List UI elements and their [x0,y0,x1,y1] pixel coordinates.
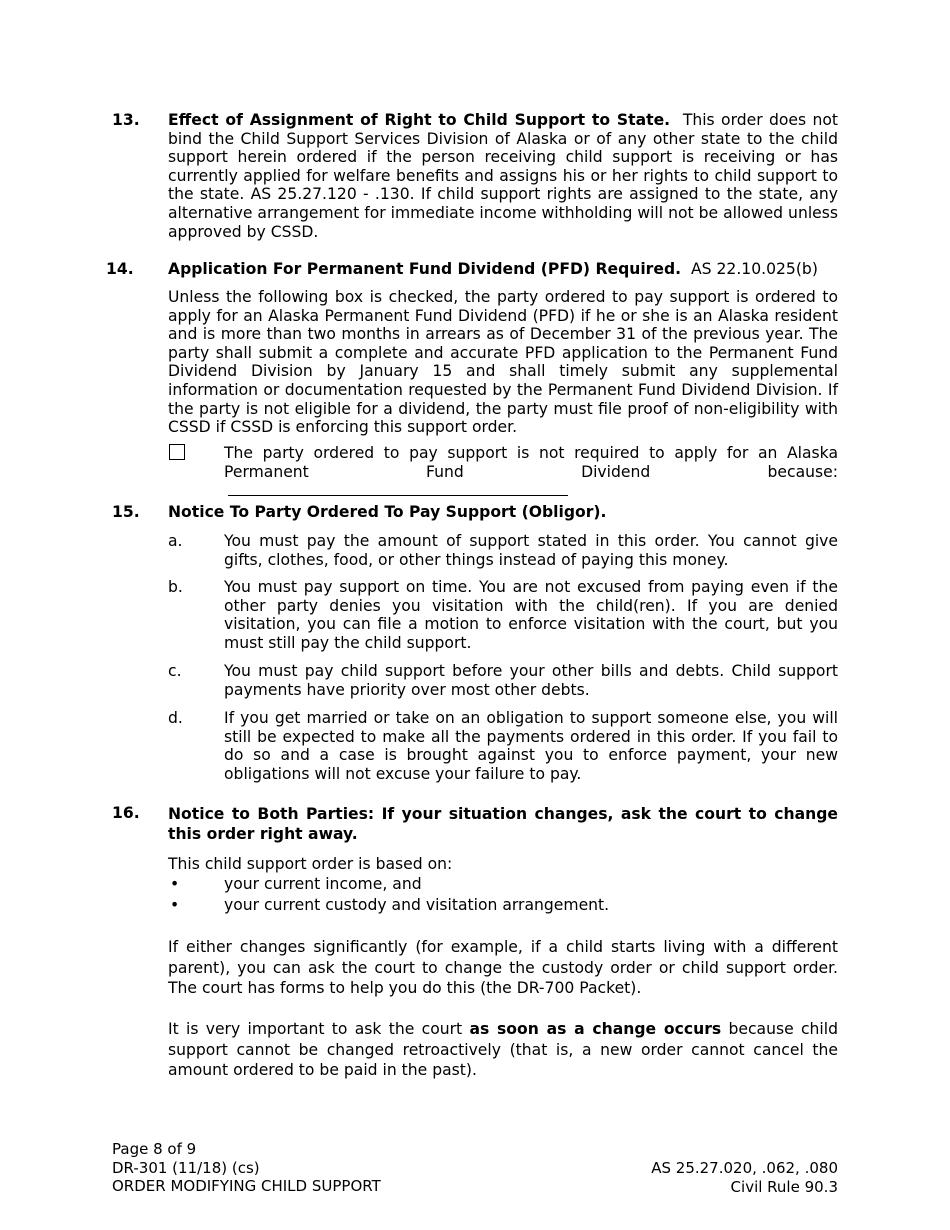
section-citation: AS 22.10.025(b) [690,260,818,278]
item-text: If you get married or take on an obligation to support someone else, you will still be expected to make all the payments ordered in this order. If you fail to do so and a case is brought against you to enforce payment, your new obligations will not excuse your failure to pay. [224,709,838,783]
bullet-text: your current custody and visitation arrangement. [224,896,610,914]
checkbox-label [224,444,838,501]
section-title: Notice to Both Parties: If your situation changes, ask the court to change this order right away. [168,805,838,843]
section-number: 13. [112,111,140,129]
section-title: Application For Permanent Fund Dividend (PFD) Required. [168,260,682,278]
section-heading [168,260,838,279]
item-letter: c. [168,662,182,680]
form-number: DR-301 (11/18) (cs) [112,1158,260,1177]
paragraph-text: It is very important to ask the court [168,1020,463,1038]
section-title: Notice To Party Ordered To Pay Support (Obligor). [168,503,607,521]
section-intro: This child support order is based on: [168,855,453,873]
footer-right [651,1159,838,1196]
rule-reference: Civil Rule 90.3 [730,1177,838,1196]
item-text: You must pay support on time. You are not excused from paying even if the other party denies you visitation with the child(ren). If you are denied visitation, you can file a motion to enforce visitation with the court, but you must still pay the child support. [224,578,838,652]
item-text: You must pay child support before your other bills and debts. Child support payments have priority over most other debts. [224,662,838,699]
section-number: 14. [106,260,134,278]
item-letter: a. [168,532,183,550]
bullet-icon: • [170,875,180,893]
footer-left [112,1140,381,1196]
section-number: 16. [112,804,140,822]
paragraph-text: because child support cannot be changed retroactively (that is, a new order cannot cancel the amount ordered to be paid in the past). [168,1020,838,1079]
form-title: ORDER MODIFYING CHILD SUPPORT [112,1177,381,1196]
section-body [168,111,838,241]
paragraph: If either changes significantly (for example, if a child starts living with a different parent), you can ask the court to change the custody order or child support order. The court has forms to help you do this (the DR-700 Packet). [168,938,838,997]
bullet-text: your current income, and [224,875,422,893]
checkbox-text: The party ordered to pay support is not required to apply for an Alaska Permanent Fund Dividend because: [224,444,838,481]
bullet-icon: • [170,896,180,914]
page-number: Page 8 of 9 [112,1140,197,1158]
section-text: This order does not bind the Child Support Services Division of Alaska or of any other state to the child support herein ordered if the person receiving child support is receiving or has currently applied for welfare benefits and assigns his or her rights to child support to the state. AS 25.27.120 - .130. If child support rights are assigned to the state, any alternative arrangement for immediate income withholding will not be allowed unless approved by CSSD. [168,111,839,241]
item-letter: d. [168,709,183,727]
section-number: 15. [112,503,140,521]
section-title: Effect of Assignment of Right to Child Support to State. [168,111,671,129]
item-text: You must pay the amount of support stated in this order. You cannot give gifts, clothes, food, or other things instead of paying this money. [224,532,838,569]
pfd-exempt-checkbox[interactable] [169,444,185,460]
statute-reference: AS 25.27.020, .062, .080 [651,1159,838,1177]
reason-blank-line[interactable] [228,481,568,496]
paragraph [168,1019,838,1081]
section-text: Unless the following box is checked, the party ordered to pay support is ordered to apply for an Alaska Permanent Fund Dividend (PFD) if he or she is an Alaska resident and is more than two months in arrears as of December 31 of the previous year. The party shall submit a complete and accurate PFD application to the Permanent Fund Dividend Division by January 15 and shall timely submit any supplemental information or documentation requested by the Permanent Fund Dividend Division. If the party is not eligible for a dividend, the party must file proof of non-eligibility with CSSD if CSSD is enforcing this support order. [168,288,838,437]
paragraph-emphasis: as soon as a change occurs [469,1020,722,1038]
item-letter: b. [168,578,183,596]
